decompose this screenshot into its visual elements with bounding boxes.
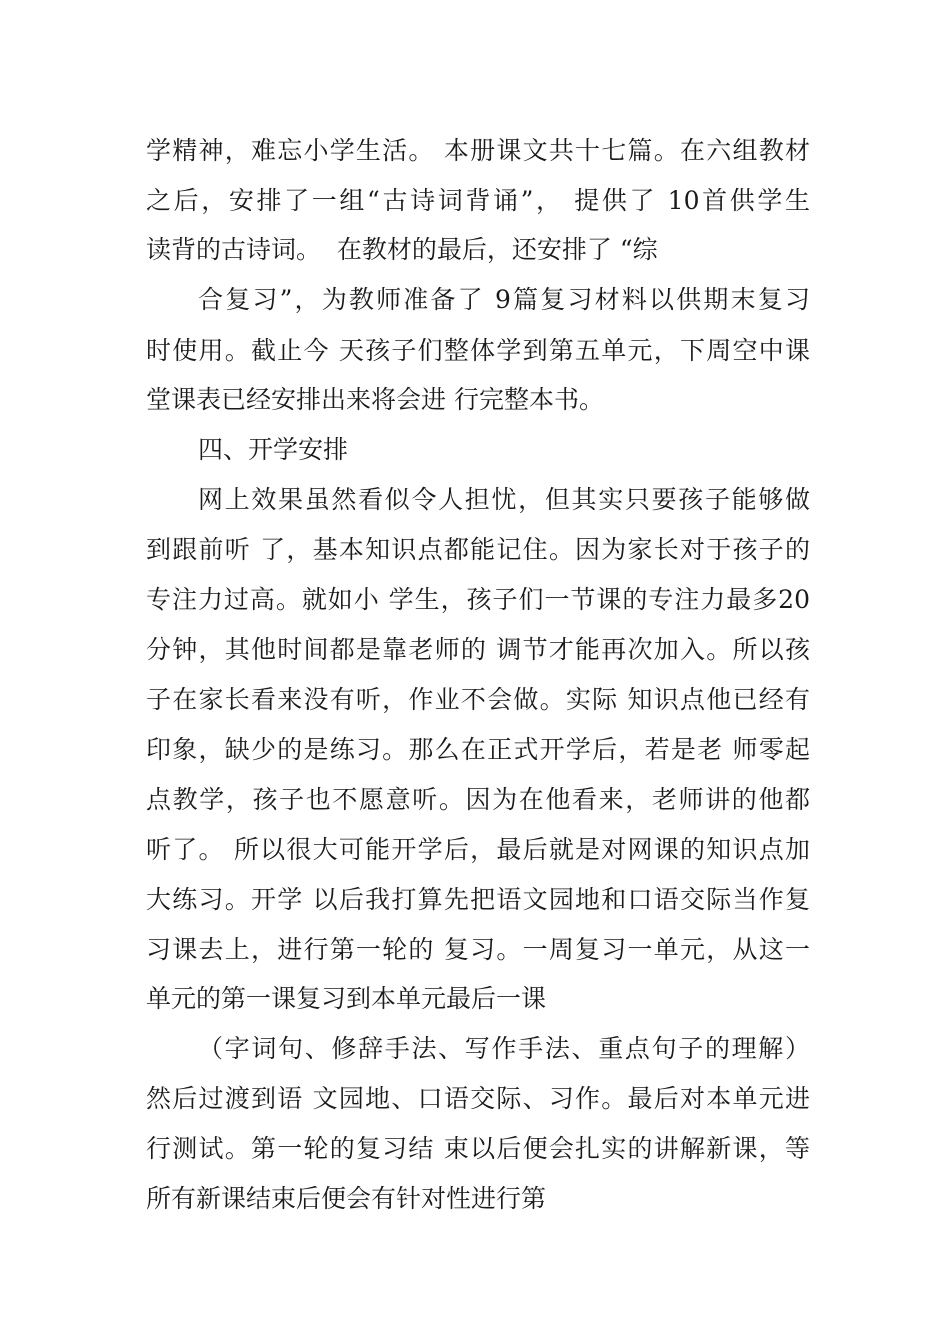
- text-line: 行测试。第一轮的复习结 束以后便会扎实的讲解新课，等: [146, 1134, 810, 1163]
- text-line: 听了。 所以很大可能开学后，最后就是对网课的知识点加: [146, 835, 810, 864]
- text-line: 学精神，难忘小学生活。 本册课文共十七篇。在六组教材: [146, 136, 810, 165]
- text-line: 合复习”，为教师准备了 9篇复习材料以供期末复习: [198, 285, 810, 314]
- text-line: 点教学，孩子也不愿意听。因为在他看来，老师讲的他都: [146, 785, 810, 814]
- text-line: 堂课表已经安排出来将会进 行完整本书。: [146, 385, 604, 414]
- text-line: 专注力过高。就如小 学生，孩子们一节课的专注力最多20: [146, 585, 810, 614]
- text-line: 网上效果虽然看似令人担忧，但其实只要孩子能够做: [198, 485, 810, 514]
- text-line: 分钟，其他时间都是靠老师的 调节才能再次加入。所以孩: [146, 635, 810, 664]
- text-line: 所有新课结束后便会有针对性进行第: [146, 1184, 547, 1213]
- text-line: 之后，安排了一组“古诗词背诵”， 提供了 10首供学生: [146, 186, 810, 215]
- text-line: 单元的第一课复习到本单元最后一课: [146, 984, 547, 1013]
- text-line: 读背的古诗词。 在教材的最后，还安排了 “综: [146, 235, 658, 264]
- text-line: 习课去上，进行第一轮的 复习。一周复习一单元，从这一: [146, 935, 810, 964]
- text-line: 印象，缺少的是练习。那么在正式开学后，若是老 师零起: [146, 735, 810, 764]
- section-heading: 四、开学安排: [198, 435, 349, 464]
- text-line: （字词句、修辞手法、写作手法、重点句子的理解）: [198, 1034, 810, 1063]
- text-line: 大练习。开学 以后我打算先把语文园地和口语交际当作复: [146, 885, 810, 914]
- text-line: 子在家长看来没有听，作业不会做。实际 知识点他已经有: [146, 685, 810, 714]
- text-line: 然后过渡到语 文园地、口语交际、习作。最后对本单元进: [146, 1084, 810, 1113]
- text-line: 到跟前听 了，基本知识点都能记住。因为家长对于孩子的: [146, 535, 810, 564]
- text-line: 时使用。截止今 天孩子们整体学到第五单元，下周空中课: [146, 336, 810, 365]
